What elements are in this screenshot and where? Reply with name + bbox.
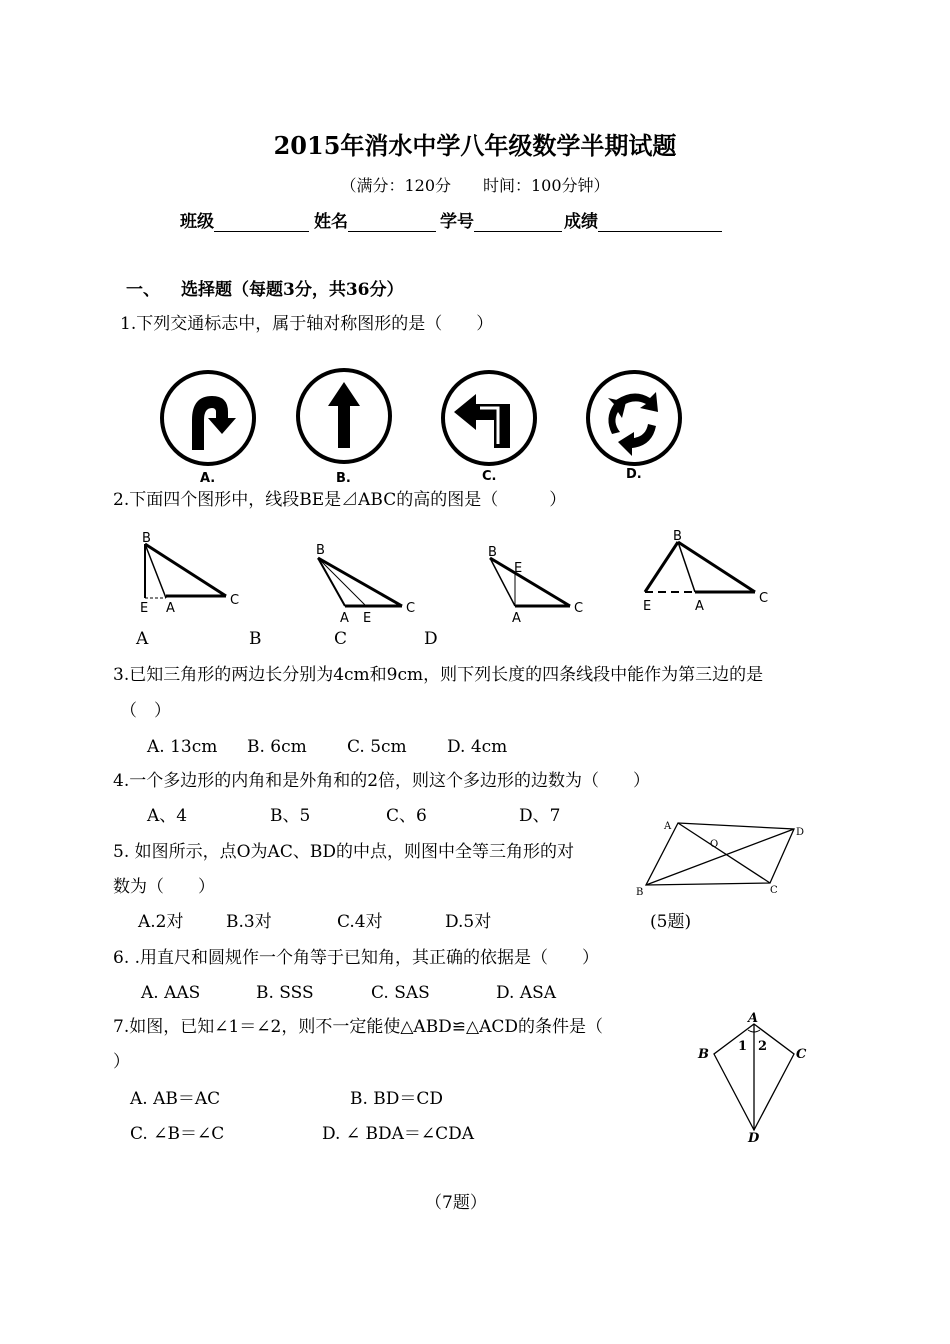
class-blank[interactable]	[214, 213, 309, 232]
section-number: 一、	[126, 280, 160, 300]
q7-stem: 7.如图，已知∠1＝∠2，则不一定能使△ABD≌△ACD的条件是（	[113, 1017, 604, 1037]
q2-option-d[interactable]: D	[424, 629, 438, 649]
label-b: B	[698, 1047, 709, 1062]
name-field[interactable]	[314, 212, 436, 232]
q2-figure-a	[140, 531, 239, 616]
q3-stem-paren: （ ）	[120, 701, 171, 721]
q6-option-b[interactable]: B. SSS	[256, 983, 314, 1003]
section-heading: 选择题（每题3分，共36分）	[181, 280, 404, 300]
label-c: C	[796, 1047, 807, 1062]
q5-figure	[630, 815, 810, 900]
label-b: B	[673, 529, 682, 544]
label-c: C	[759, 591, 769, 606]
name-label: 姓名	[314, 212, 348, 232]
q6-option-a[interactable]: A. AAS	[141, 983, 201, 1003]
student-id-label: 学号	[440, 212, 474, 232]
student-id-field[interactable]	[440, 212, 562, 232]
label-c: C	[230, 593, 240, 608]
name-blank[interactable]	[348, 213, 436, 232]
label-o: O	[710, 839, 719, 850]
sign-a-icon[interactable]	[162, 372, 254, 464]
label-c: C	[574, 601, 584, 616]
q5-option-a[interactable]: A.2对	[138, 912, 184, 932]
q3-stem: 3.已知三角形的两边长分别为4cm和9cm，则下列长度的四条线段中能作为第三边的是	[113, 665, 764, 685]
student-id-blank[interactable]	[474, 213, 562, 232]
page-title: 2015年消水中学八年级数学半期试题	[273, 131, 677, 160]
label-b: B	[142, 531, 151, 546]
q1-option-c: C.	[482, 469, 497, 484]
sign-b-icon[interactable]	[298, 370, 390, 462]
q4-option-c[interactable]: C、6	[386, 806, 427, 826]
q4-option-d[interactable]: D、7	[519, 806, 561, 826]
q4-option-a[interactable]: A、4	[147, 806, 188, 826]
q6-stem: 6. .用直尺和圆规作一个角等于已知角，其正确的依据是（ ）	[113, 948, 600, 968]
label-b: B	[316, 543, 325, 558]
q7-figure	[690, 1008, 820, 1148]
q7-option-a[interactable]: A. AB＝AC	[130, 1089, 221, 1109]
label-c: C	[770, 885, 778, 896]
sign-d-icon[interactable]	[588, 372, 680, 464]
q4-stem: 4.一个多边形的内角和是外角和的2倍，则这个多边形的边数为（ ）	[113, 771, 651, 791]
q6-option-c[interactable]: C. SAS	[371, 983, 430, 1003]
q3-option-a[interactable]: A. 13cm	[147, 737, 218, 757]
label-e: E	[140, 601, 149, 616]
q3-option-c[interactable]: C. 5cm	[347, 737, 407, 757]
q1-option-d: D.	[626, 467, 642, 482]
label-d: D	[748, 1131, 760, 1146]
q3-option-d[interactable]: D. 4cm	[447, 737, 508, 757]
label-a: A	[512, 611, 521, 626]
q5-stem: 5. 如图所示，点O为AC、BD的中点，则图中全等三角形的对	[113, 842, 574, 862]
q1-stem: 1.下列交通标志中，属于轴对称图形的是（ ）	[120, 314, 494, 334]
label-a: A	[340, 611, 349, 626]
q2-stem: 2.下面四个图形中，线段BE是⊿ABC的高的图是（ ）	[113, 490, 567, 510]
q2-option-c[interactable]: C	[334, 629, 348, 649]
label-b: B	[636, 887, 644, 898]
label-e: E	[514, 561, 523, 576]
q5-option-c[interactable]: C.4对	[337, 912, 383, 932]
q7-figure-caption: （7题）	[425, 1193, 487, 1213]
class-field[interactable]	[180, 212, 309, 232]
label-c: C	[406, 601, 416, 616]
class-label: 班级	[180, 212, 214, 232]
q5-stem-cont: 数为（ ）	[113, 877, 215, 897]
label-a: A	[664, 821, 672, 832]
q1-figures	[150, 368, 710, 484]
q7-stem-paren: ）	[113, 1052, 130, 1072]
q5-option-d[interactable]: D.5对	[445, 912, 492, 932]
q7-option-b[interactable]: B. BD＝CD	[350, 1089, 444, 1109]
q4-option-b[interactable]: B、5	[270, 806, 311, 826]
q7-option-c[interactable]: C. ∠B＝∠C	[130, 1124, 225, 1144]
q1-option-b: B.	[336, 471, 351, 486]
score-blank[interactable]	[598, 213, 722, 232]
label-a: A	[695, 599, 704, 614]
label-d: D	[796, 827, 805, 838]
label-a: A	[748, 1011, 759, 1026]
label-a: A	[166, 601, 175, 616]
q5-option-b[interactable]: B.3对	[226, 912, 272, 932]
q2-figure-d	[643, 529, 768, 614]
q2-figures	[130, 528, 780, 628]
q7-option-d[interactable]: D. ∠ BDA＝∠CDA	[322, 1124, 475, 1144]
angle-2-label: 2	[758, 1039, 768, 1054]
label-b: B	[488, 545, 497, 560]
q5-figure-caption: (5题)	[650, 912, 692, 932]
q2-figure-c	[488, 545, 583, 626]
sign-c-icon[interactable]	[443, 372, 535, 464]
exam-subtitle: （满分：120分 时间：100分钟）	[340, 176, 610, 195]
angle-1-label: 1	[738, 1039, 748, 1054]
score-field[interactable]	[564, 212, 722, 232]
q2-option-a[interactable]: A	[136, 629, 149, 649]
label-e: E	[643, 599, 652, 614]
q2-figure-b	[316, 543, 415, 626]
q1-option-a: A.	[200, 471, 216, 486]
q3-option-b[interactable]: B. 6cm	[247, 737, 307, 757]
score-label: 成绩	[564, 212, 598, 232]
q6-option-d[interactable]: D. ASA	[496, 983, 557, 1003]
label-e: E	[363, 611, 372, 626]
q2-option-b[interactable]: B	[249, 629, 262, 649]
